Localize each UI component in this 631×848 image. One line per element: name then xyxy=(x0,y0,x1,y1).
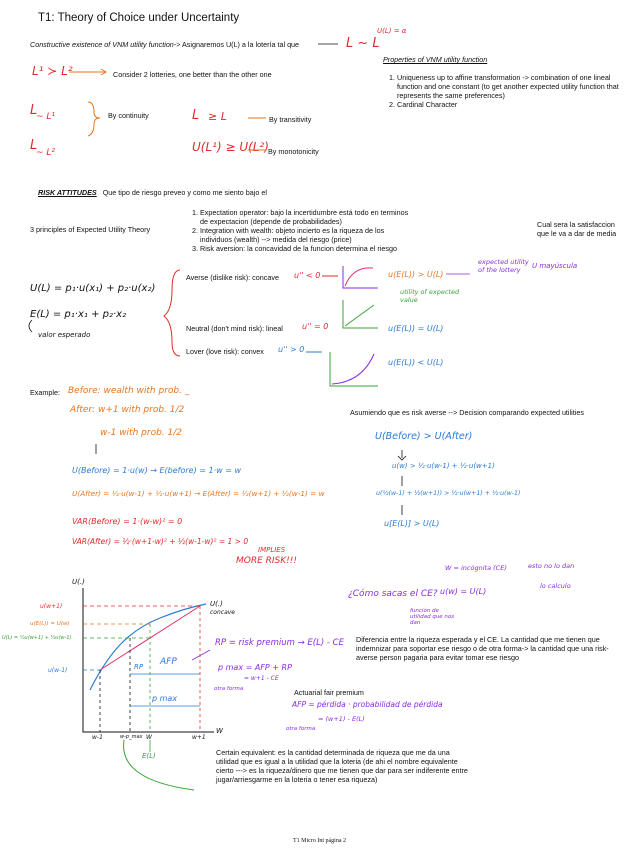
example-after1: After: w+1 with prob. 1/2 xyxy=(70,405,185,415)
afp-line1: AFP = pérdida · probabilidad de pérdida xyxy=(292,700,443,709)
el-label: E(L) xyxy=(142,752,156,760)
xtick-w: W xyxy=(146,734,152,741)
example-line: VAR(After) = ½·(w+1-w)² + ½(w-1-w)² = 1 > 0 xyxy=(72,537,249,546)
diferencia-text: Diferencia entre la riqueza esperada y el CE. La cantidad que me tienen que indemnizar para soportar ese riesgo o de otra forma-> la cantidad que una risk-averse person pagaria para evitar tomar ese riesgo xyxy=(356,635,609,662)
hw-u-ineq: U(L¹) ≥ U(L²) xyxy=(192,140,269,154)
brace-continuity xyxy=(88,102,100,136)
ytick: u(E(L)) = U(w) xyxy=(30,621,70,627)
example-before: Before: wealth with prob. _ xyxy=(68,386,190,396)
page-title: T1: Theory of Choice under Uncertainty xyxy=(38,12,240,24)
example-line: VAR(Before) = 1·(w-w)² = 0 xyxy=(72,517,183,526)
hw-sim-l1: ~ L¹ xyxy=(36,112,56,122)
risk-text: Que tipo de riesgo preveo y como me siento bajo el xyxy=(102,188,267,197)
example-label: Example: xyxy=(30,388,60,397)
afp-label: AFP xyxy=(160,657,177,667)
cual-text: Cual sera la satisfaccion que le va a dar de media xyxy=(537,220,617,238)
example-line: U(After) = ½·u(w-1) + ½·u(w+1) → E(After) = ½(w+1) + ½(w-1) = w xyxy=(72,489,325,498)
xtick-ce: w-p_max xyxy=(120,734,143,740)
rp-formula: RP = risk premium → E(L) - CE xyxy=(215,638,344,648)
afp-line2: = (w+1) - E(L) xyxy=(318,715,365,723)
hw-sim-l2: ~ L² xyxy=(36,148,56,158)
arrow-consider xyxy=(69,69,106,75)
concave-curve xyxy=(90,604,206,690)
ce-u-eq: u(w) = U(L) xyxy=(440,587,487,596)
asumiendo-text: Asumiendo que es risk averse --> Decision comparando expected utilities xyxy=(350,408,584,417)
actuarial-title: Actuarial fair premium xyxy=(294,688,364,697)
property-item: 2. Cardinal Character xyxy=(397,100,623,109)
ce-funcion: función de utilidad que nos dan xyxy=(410,608,455,626)
averse-cond: u'' < 0 xyxy=(294,271,321,280)
ce-esto-no: esto no lo dan xyxy=(528,562,575,570)
properties-title: Properties of VNM utility function xyxy=(383,55,488,64)
by-transitivity: By transitivity xyxy=(269,115,312,124)
three-principles: 3 principles of Expected Utility Theory xyxy=(30,225,151,234)
graph-xlabel: W xyxy=(216,727,223,735)
pmax-formula: p max = AFP + RP xyxy=(218,663,292,672)
more-risk: MORE RISK!!! xyxy=(236,556,297,566)
afp-otra: otra forma xyxy=(286,726,316,732)
graph-curve-sub: concave xyxy=(210,609,235,616)
graph-ylabel: U(.) xyxy=(72,578,85,586)
property-item: 1. Uniqueness up to affine transformation -> combination of one lineal function and one constant (to get another expected utility function that represents the same preferences) xyxy=(397,73,623,100)
lover-cond: u'' > 0 xyxy=(278,345,305,354)
ce-w-text: W = incógnita (CE) xyxy=(445,564,507,572)
ce-calcula: lo calculo xyxy=(540,582,571,590)
neutral-cond: u'' = 0 xyxy=(302,322,329,331)
averse-curve xyxy=(345,268,373,286)
neutral-line xyxy=(345,305,374,326)
header-rest: -> Asignaremos U(L) a la lotería tal que xyxy=(173,40,300,49)
otra-forma: otra forma xyxy=(214,686,244,692)
expected-utility: expected utility of the lottery xyxy=(478,258,529,274)
attitudes-brace xyxy=(164,270,180,356)
averse-label: Averse (dislike risk): concave xyxy=(186,273,279,282)
lover-curve xyxy=(332,354,374,384)
constructive-text: Constructive existence of VNM utility function xyxy=(30,40,174,49)
by-monotonicity: By monotonicity xyxy=(268,147,319,156)
consider-text: Consider 2 lotteries, one better than the other one xyxy=(113,70,272,79)
lover-label: Lover (love risk): convex xyxy=(186,347,264,356)
asumiendo-step: u(½(w-1) + ½(w+1)) > ½·u(w+1) + ½·u(w-1) xyxy=(376,490,521,497)
risk-label: RISK ATTITUDES xyxy=(38,188,97,197)
implies: IMPLIES xyxy=(258,546,286,554)
rp-label: RP xyxy=(134,663,144,671)
hw-ge-mid: ≥ L xyxy=(208,110,227,123)
averse-result: u(E(L)) > U(L) xyxy=(388,270,444,279)
principle-item: 2. Integration with wealth: objeto incierto es la riqueza de los individuos (wealth) --> medida del riesgo (price) xyxy=(200,226,418,244)
certain-text: Certain equivalent: es la cantidad determinada de riqueza que me da una utilidad que es igual a la utilidad que la loteria (de ahi el nombre equivalente cierto ---> es la riqueza/dinero que me tienen que dar para ser indiferente entre jugar/arriesgarme en la loteria o tener esa riqueza) xyxy=(216,748,468,784)
ytick: U(L) = ½u(w+1) + ½u(w-1) xyxy=(2,635,72,641)
hw-l-sim-l: L ~ L xyxy=(346,36,380,51)
example-after2: w-1 with prob. 1/2 xyxy=(100,428,182,438)
ytick: u(w-1) xyxy=(48,667,68,674)
formula-el: E(L) = p₁·x₁ + p₂·x₂ xyxy=(30,309,127,320)
hw-l1-l2: L¹ ≻ L² xyxy=(32,64,73,78)
by-continuity: By continuity xyxy=(108,111,149,120)
asumiendo-step: u(w) > ½·u(w-1) + ½·u(w+1) xyxy=(392,462,495,470)
xtick: w-1 xyxy=(92,734,103,741)
u-mayuscula: U mayúscula xyxy=(532,262,578,270)
principle-item: 1. Expectation operator: bajo la incertidumbre está todo en terminos de expectacion (depende de probabilidades) xyxy=(200,208,418,226)
neutral-result: u(E(L)) = U(L) xyxy=(388,324,444,333)
hw-ge-l: L xyxy=(192,108,200,123)
lover-result: u(E(L)) < U(L) xyxy=(388,358,444,367)
ytick: u(w+1) xyxy=(40,603,63,610)
formula-ul: U(L) = p₁·u(x₁) + p₂·u(x₂) xyxy=(30,283,156,294)
neutral-label: Neutral (don't mind risk): lineal xyxy=(186,324,283,333)
pmax-label: p max xyxy=(152,694,178,703)
page-footer: T1 Micro Int página 2 xyxy=(293,838,346,844)
pmax-formula2: = w+1 - CE xyxy=(244,675,279,682)
hw-luL2: L xyxy=(30,138,38,153)
ce-question: ¿Cómo sacas el CE? xyxy=(348,589,438,599)
hw-sup-ul: U(L) = α xyxy=(377,27,407,35)
xtick: w+1 xyxy=(192,734,206,741)
lover-axes xyxy=(330,352,378,386)
valor-esperado: valor esperado xyxy=(38,331,91,339)
asumiendo-step: U(Before) > U(After) xyxy=(375,431,473,442)
asumiendo-step: u[E(L)] > U(L) xyxy=(384,519,440,528)
hw-luL1: L xyxy=(30,103,38,118)
utility-wealth: utility of expected value xyxy=(400,288,460,304)
principle-item: 3. Risk aversion: la concavidad de la funcion determina el riesgo xyxy=(200,244,418,253)
graph-curve-label: U(.) xyxy=(210,600,223,608)
example-line: U(Before) = 1·u(w) → E(before) = 1·w = w xyxy=(72,466,242,475)
